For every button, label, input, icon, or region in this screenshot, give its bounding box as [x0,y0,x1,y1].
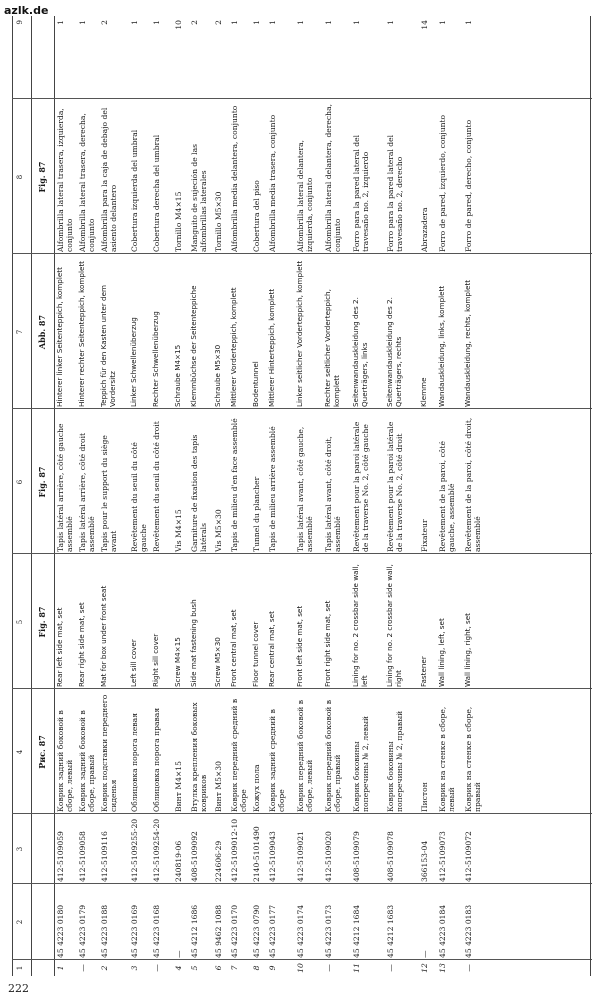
name-russian: Коврик задний средний в сборе [268,709,287,812]
name-russian: Кожух пола [252,764,261,812]
name-german: Klemmbüchse der Seitenteppiche [189,285,198,407]
part-number: 412-5109255-20 [130,818,139,882]
quantity: 1 [230,20,239,25]
row-position: 3 [130,965,139,971]
name-french: Vis M5×30 [214,509,223,552]
quantity: 1 [56,20,65,25]
name-english: Rear left side mat, set [55,607,64,687]
figure-ref-ru: Рис. 87 [37,735,47,769]
quantity: 1 [352,20,361,25]
name-english: Fastener [419,656,428,687]
quantity: 1 [464,20,473,25]
name-russian: Коврик подставки переднего сиденья [100,694,119,812]
name-english: Front left side mat, set [295,605,304,687]
quantity: 1 [438,20,447,25]
name-german: Bodentunnel [251,361,260,407]
part-number: 412-5109043 [268,831,277,882]
bottom-rule [590,16,591,976]
catalog-number: 45 4223 0183 [464,904,473,958]
row-position: 12 [420,963,429,973]
row-position: 5 [190,965,199,971]
name-english: Mat for box under front seat [99,585,108,687]
name-spanish: Abrazadera [420,207,429,252]
name-russian: Коврик боковины поперечины № 2, левый [352,715,371,812]
name-spanish: Cobertura derecha del umbral [152,134,161,252]
name-german: Seitenwandauskleidung des 2. Querträgers, rechts [385,297,403,407]
name-german: Rechter seitlicher Vorderteppich, komplett [323,289,341,407]
name-german: Schraube M4×15 [173,344,182,407]
name-french: Revêtement du seuil du côté gauche [130,442,149,552]
name-spanish: Alfombrilla lateral trasera, derecha, conjunto [78,113,97,252]
name-spanish: Forro de pared, izquierdo, conjunto [438,114,447,252]
part-number: 366153-04 [420,840,429,882]
catalog-number: 45 4223 0170 [230,904,239,958]
row-position: — [464,964,473,972]
quantity: 2 [100,20,109,25]
quantity: 2 [214,20,223,25]
name-french: Fixateur [420,519,429,552]
name-french: Garniture de fixation des tapis latérals [190,434,209,552]
name-french: Tapis latéral avant, côté gauche, assemblé [296,426,315,552]
catalog-number: 45 4212 1684 [352,904,361,958]
part-number: 408-5109092 [190,831,199,882]
name-russian: Коврик на стенке в сборе, правый [464,706,483,812]
name-german: Mittlerer Hinterteppich, komplett [267,288,276,407]
catalog-number: 45 4223 0184 [438,904,447,958]
column-number: 5 [16,619,24,625]
watermark: azlk.de [4,4,49,17]
name-spanish: Tornillo M5×30 [214,191,223,252]
row-position: 2 [100,965,109,971]
name-english: Side mat fastening bush [189,599,198,687]
catalog-number: — [174,950,183,958]
name-french: Revêtement pour la paroi latérale de la traverse No. 2, côté gauche [352,421,371,552]
catalog-number: — [420,950,429,958]
name-german: Hinterer rechter Seitenteppich, komplett [77,261,86,407]
column-divider [12,813,592,814]
row-position: 13 [438,963,447,973]
name-french: Tapis pour le support du siège avant [100,435,119,552]
name-spanish: Alfombrilla media trasera, conjunto [268,114,277,252]
name-spanish: Forro de pared, derecho, conjunto [464,119,473,252]
name-french: Tapis de milieu d'en face assemblé [230,418,239,552]
name-spanish: Cobertura del piso [252,180,261,252]
part-number: 412-5109058 [78,831,87,882]
name-russian: Коврик на стенке в сборе, левый [438,706,457,812]
row-position: 7 [230,965,239,971]
column-divider [12,553,592,554]
name-french: Revêtement du seuil du côté droit [152,421,161,552]
column-divider [12,98,592,99]
quantity: 1 [252,20,261,25]
column-number: 1 [16,965,24,971]
name-russian: Винт М5×30 [214,761,223,812]
column-divider [12,408,592,409]
page-number: 222 [8,982,29,995]
catalog-number: 45 4223 0169 [130,904,139,958]
name-russian: Коврик передний средний в сборе [230,698,249,812]
quantity: 1 [78,20,87,25]
name-english: Rear right side mat, set [77,602,86,687]
name-german: Wandauskleidung, rechts, komplett [463,279,472,407]
name-spanish: Tornillo M4×15 [174,191,183,252]
name-russian: Коврик боковины поперечины № 2, правый [386,710,405,812]
name-spanish: Alfombrilla lateral delantera, izquierda, conjunto [296,139,315,252]
part-number: 224606-29 [214,840,223,882]
quantity: 2 [190,20,199,25]
figure-ref-fr: Fig. 87 [37,466,47,498]
catalog-number: 45 4223 0177 [268,904,277,958]
column-number: 2 [16,919,24,925]
name-german: Linker seitlicher Vorderteppich, komplett [295,260,304,407]
name-russian: Винт М4×15 [174,761,183,812]
name-german: Teppich für den Kasten unter dem Vordersitz [99,284,117,407]
quantity: 1 [130,20,139,25]
name-german: Schraube M5×30 [213,344,222,407]
part-number: 412-5109072 [464,831,473,882]
quantity: 1 [386,20,395,25]
row-position: 4 [174,965,183,971]
column-divider [12,253,592,254]
column-number: 8 [16,174,24,180]
part-number: 412-5109059 [56,831,65,882]
parts-table [12,16,592,976]
name-english: Screw M4×15 [173,637,182,687]
catalog-number: 45 4223 0188 [100,904,109,958]
name-french: Tapis de milieu arrière assemblé [268,426,277,552]
column-number: 6 [16,479,24,485]
name-french: Tapis latéral avant, côté droit, assemblé [324,436,343,552]
name-english: Wall lining, left, set [437,618,446,687]
name-french: Vis M4×15 [174,509,183,552]
quantity: 1 [152,20,161,25]
name-spanish: Alfombrilla para la caja de debajo del asiento delantero [100,107,119,252]
catalog-number: 45 4223 0174 [296,904,305,958]
catalog-number: 45 9462 1088 [214,904,223,958]
part-number: 412-5109073 [438,831,447,882]
name-russian: Облицовка порога левая [130,713,139,812]
part-number: 412-5109012-10 [230,818,239,882]
name-english: Right sill cover [151,633,160,687]
part-number: 2140-5101490 [252,826,261,882]
name-french: Tapis latéral arrière, côté droit assemblé [78,432,97,552]
row-position: — [152,964,161,972]
quantity: 14 [420,20,429,30]
name-german: Klemme [419,377,428,407]
name-russian: Облицовка порога правая [152,707,161,812]
name-english: Screw M5×30 [213,637,222,687]
column-divider [12,883,592,884]
name-russian: Коврик задний боковой в сборе, правый [78,710,97,812]
part-number: 240819-06 [174,840,183,882]
name-french: Revêtement pour la paroi latérale de la traverse No. 2, côté droit [386,421,405,552]
column-number: 7 [16,329,24,335]
name-russian: Коврик передний боковой в сборе, правый [324,699,343,812]
row-position: — [78,964,87,972]
catalog-number: 45 4223 0790 [252,904,261,958]
row-position: 1 [56,965,65,971]
name-german: Seitenwandauskleidung des 2. Querträgers, links [351,297,369,407]
name-russian: Втулка крепления боковых ковриков [190,702,209,812]
part-number: 412-5109021 [296,831,305,882]
figure-ref-es: Fig. 87 [37,161,47,193]
quantity: 1 [324,20,333,25]
name-german: Rechter Schwellenüberzug [151,311,160,407]
row-position: — [386,964,395,972]
quantity: 1 [268,20,277,25]
name-german: Linker Schwellenüberzug [129,317,138,407]
column-divider [12,688,592,689]
name-english: Rear central mat, set [267,611,276,687]
row-position: — [324,964,333,972]
catalog-number: 45 4223 0173 [324,904,333,958]
name-english: Left sill cover [129,639,138,687]
part-number: 412-5109254-20 [152,818,161,882]
name-french: Tapis latéral arrière, côté gauche assemblé [56,423,75,552]
part-number: 412-5109116 [100,831,109,882]
quantity: 10 [174,20,183,30]
catalog-number: 45 4212 1683 [386,904,395,958]
row-position: 8 [252,965,261,971]
name-spanish: Forro para la pared lateral del travesaño no. 2, izquierdo [352,134,371,252]
name-english: Lining for no. 2 crossbar side wall, right [385,564,403,687]
name-russian: Коврик задний боковой в сборе, левый [56,710,75,812]
name-spanish: Alfombrilla lateral trasera, izquierda, conjunto [56,108,75,252]
name-spanish: Cobertura izquierda del umbral [130,129,139,252]
column-number: 9 [16,20,24,25]
part-number: 408-5109079 [352,831,361,882]
name-english: Front right side mat, set [323,600,332,687]
figure-reference-row [30,16,55,976]
part-number: 412-5109020 [324,831,333,882]
catalog-number: 45 4223 0168 [152,904,161,958]
name-russian: Коврик передний боковой в сборе, левый [296,699,315,812]
column-number-row [12,16,32,976]
figure-ref-en: Fig. 87 [37,606,47,638]
row-position: 11 [352,963,361,973]
name-spanish: Forro para la pared lateral del travesaño no. 2, derecho [386,134,405,252]
column-divider [12,959,592,960]
name-spanish: Manguito de sujeción de las alfombrillas laterales [190,144,209,252]
column-number: 4 [16,749,24,755]
name-french: Revêtement de la paroi, côté gauche, assemblé [438,441,457,552]
column-number: 3 [16,846,24,852]
name-french: Revêtement de la paroi, côté droit, assemblé [464,417,483,552]
name-spanish: Alfombrilla media delantera, conjunto [230,105,239,252]
quantity: 1 [296,20,305,25]
name-russian: Пистон [420,782,429,812]
row-position: 6 [214,965,223,971]
name-english: Front central mat, set [229,609,238,687]
catalog-number: 45 4223 0179 [78,904,87,958]
figure-ref-de: Abb. 87 [37,314,47,350]
name-german: Mittlerer Vorderteppich, komplett [229,287,238,407]
catalog-number: 45 4223 0180 [56,904,65,958]
name-spanish: Alfombrilla lateral delantera, derecha, conjunto [324,103,343,252]
catalog-number: 45 4212 1686 [190,904,199,958]
row-position: 10 [296,963,305,973]
name-german: Hinterer linker Seitenteppich, komplett [55,267,64,407]
part-number: 408-5109078 [386,831,395,882]
name-english: Wall lining, right, set [463,612,472,687]
name-english: Floor tunnel cover [251,621,260,687]
name-french: Tunnel du plancher [252,476,261,552]
name-english: Lining for no. 2 crossbar side wall, left [351,564,369,687]
name-german: Wandauskleidung, links, komplett [437,285,446,407]
row-position: 9 [268,965,277,971]
